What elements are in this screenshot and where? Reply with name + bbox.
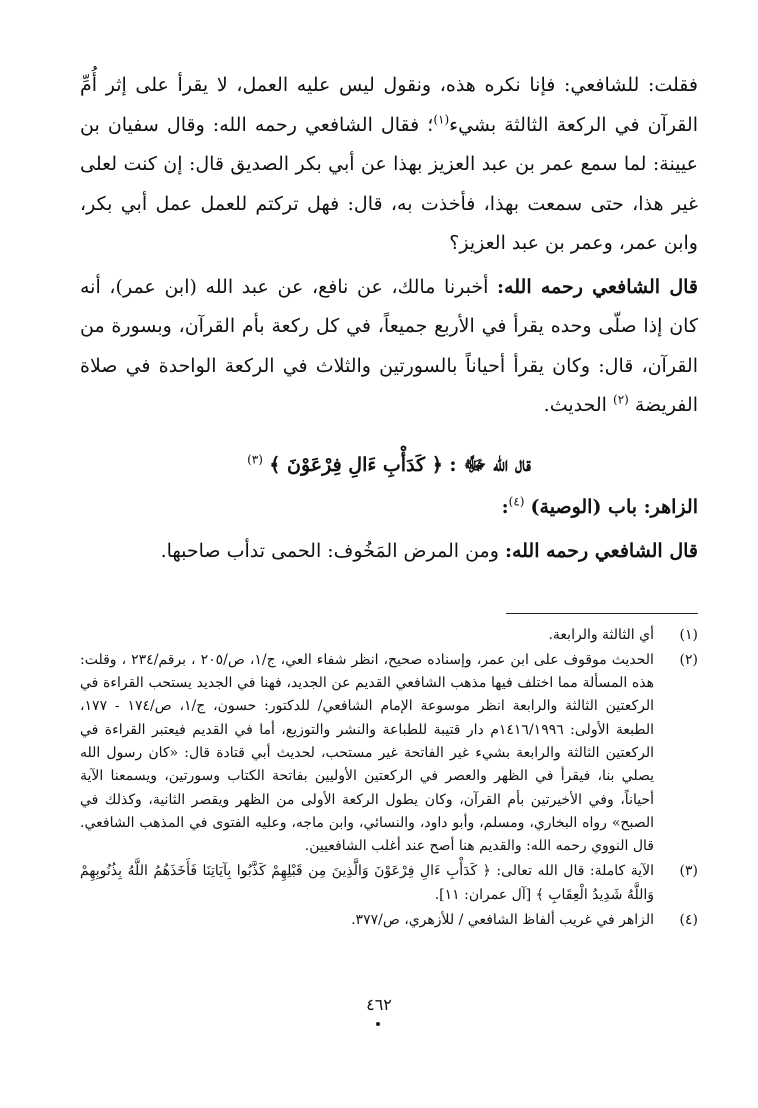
footnote-ref-2: (٢)	[613, 392, 629, 407]
zahir-heading-colon: :	[501, 495, 509, 518]
footnote-number: (٣)	[679, 863, 698, 880]
zahir-heading-lead: الزاهر: باب (الوصية)	[530, 495, 698, 518]
quran-verse: ﴿ كَدَأْبِ ءَالِ فِرْعَوْنَ ﴾	[269, 453, 443, 476]
footnote-3	[80, 860, 698, 907]
footnote-divider	[506, 613, 698, 614]
footnote-ref-3: (٣)	[247, 451, 263, 466]
page-number: ٤٦٢	[366, 995, 392, 1014]
footnote-1	[80, 624, 698, 647]
footnote-number: (١)	[679, 626, 698, 643]
paragraph-2	[80, 268, 698, 426]
paragraph-1	[80, 66, 698, 264]
footnote-ref-1: (١)	[433, 112, 450, 127]
footnote-text: الحديث موقوف على ابن عمر، وإسناده صحيح، انظر شفاء العي، ج/١، ص/٢٠٥ ، برقم/٢٣٤ ، وقلت: هذه المسألة مما اختلف فيها مذهب الشافعي القديم عن الجديد، فهنا في الجديد يستحب القراءة في الركعتين الثالثة والرابعة انظر موسوعة الإمام الشافعي/ للدكتور: حسون، ج/١، ص/١٧٤ - ١٧٧، الطبعة الأولى: ١٤١٦/١٩٩٦م دار قتيبة للطباعة والنشر والتوزيع، أما في القديم فيعتبر القراءة في الركعتين الثالثة والرابعة بشيء غير الفاتحة غير مستحب، لحديث أبي قتادة قال: «كان رسول الله يصلي بنا، فيقرأ في الظهر والعصر في الركعتين الأوليين بفاتحة الكتاب وسورتين، ويسمعنا الآية أحياناً، وفي الأخيرتين بأم القرآن، وكان يطول الركعة الأولى من الظهر ويقصر الثانية، وكذلك في الصبح» رواه البخاري، ومسلم، وأبو داود، والنسائي، وابن ماجه، وعليه الفتوى في المذهب الشافعي. قال النووي رحمه الله: والقديم هنا أصح عند أغلب الشافعيين.	[80, 651, 654, 855]
paragraph-3	[80, 531, 698, 571]
page-dot-mark	[376, 1022, 380, 1026]
footnote-number: (٤)	[679, 912, 698, 929]
verse-heading	[80, 444, 698, 485]
footnotes	[80, 624, 698, 933]
footnote-text: الزاهر في غريب ألفاظ الشافعي / للأزهري، ص/٣٧٧.	[351, 912, 654, 929]
paragraph-3-text: ومن المرض المَخُوف: الحمى تدأب صاحبها.	[160, 539, 505, 562]
footnote-number: (٢)	[679, 651, 698, 668]
footnote-4	[80, 909, 698, 932]
zahir-heading	[80, 487, 698, 527]
footnote-text: أي الثالثة والرابعة.	[548, 626, 654, 643]
paragraph-2-text-b: الحديث.	[543, 394, 613, 416]
paragraph-2-lead: قال الشافعي رحمه الله:	[497, 275, 698, 298]
paragraph-2-text-a: أخبرنا مالك، عن نافع، عن عبد الله (ابن عمر)، أنه كان إذا صلّى وحده يقرأ في الأربع جميعاً، في كل ركعة بأم القرآن، وبسورة من القرآن، قال: وكان يقرأ أحياناً بالسورتين والثلاث في الركعة الواحدة في صلاة الفريضة	[80, 275, 698, 416]
footnote-2	[80, 649, 698, 859]
footnote-ref-4: (٤)	[508, 494, 525, 509]
paragraph-1-text-b: ؛ فقال الشافعي رحمه الله: وقال سفيان بن عيينة: لما سمع عمر بن عبد العزيز بهذا عن أبي بكر الصديق قال: إن كنت لعلى غير هذا، حتى سمعت بهذا، فأخذت به، قال: فهل تركتم للعمل عمل أبي بكر، وابن عمر، وعمر بن عبد العزيز؟	[80, 113, 698, 254]
paragraph-1-text-a: فقلت: للشافعي: فإنا نكره هذه، ونقول ليس عليه العمل، لا يقرأ على إثر أُمِّ القرآن في الركعة الثالثة بشيء	[80, 74, 698, 136]
paragraph-3-lead: قال الشافعي رحمه الله:	[504, 539, 698, 562]
verse-heading-lead: قال الله ﷻ :	[449, 451, 531, 476]
footnote-text: الآية كاملة: قال الله تعالى: ﴿ كَدَأْبِ ءَالِ فِرْعَوْنَ وَالَّذِينَ مِن قَبْلِهِمْ كَذَّبُوا بِآيَاتِنَا فَأَخَذَهُمُ اللَّهُ بِذُنُوبِهِمْ وَاللَّهُ شَدِيدُ الْعِقَابِ ﴾ [آل عمران: ١١].	[80, 863, 654, 903]
